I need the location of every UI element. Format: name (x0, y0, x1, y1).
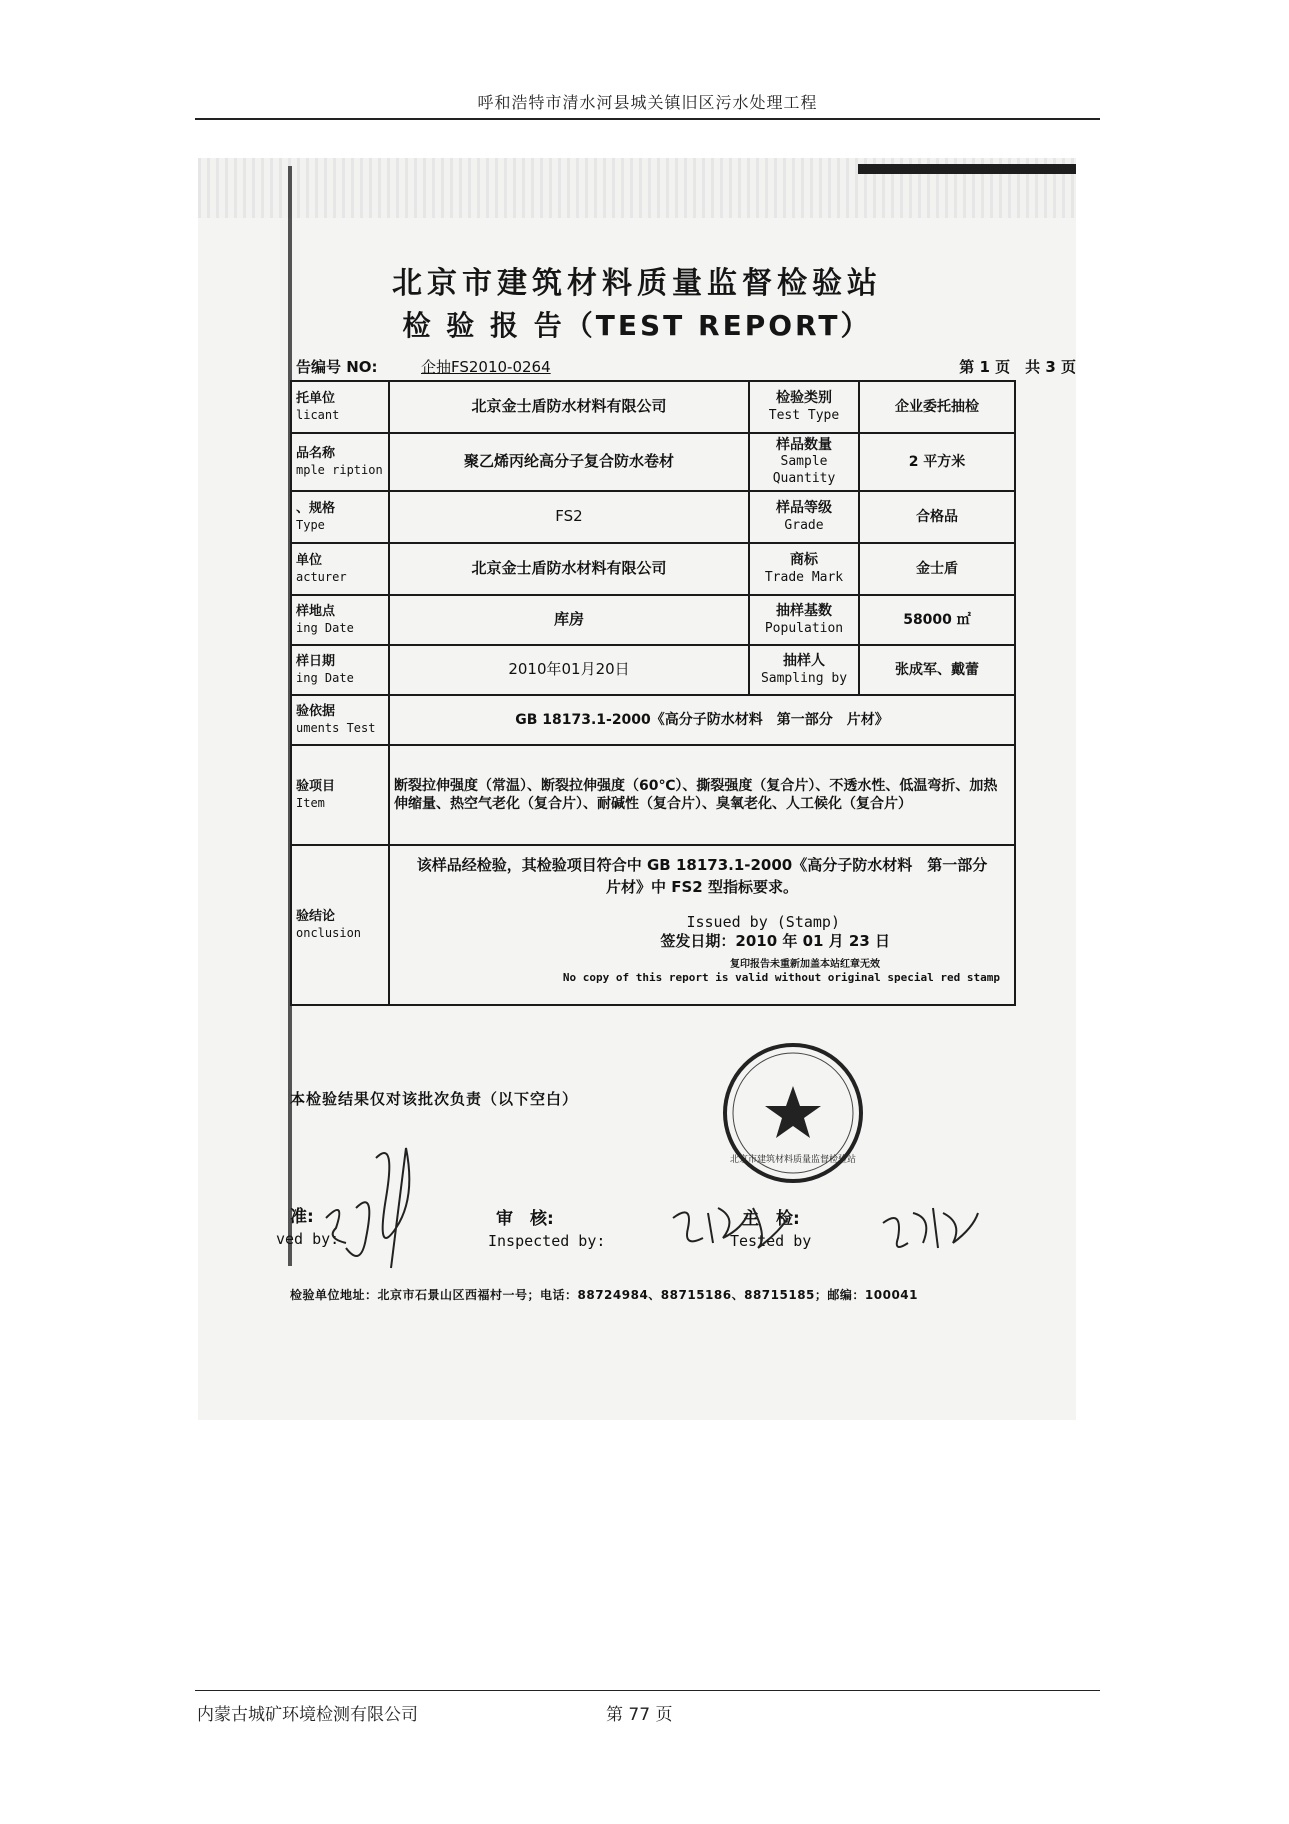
report-page-info: 第 1 页 共 3 页 (959, 358, 1076, 376)
row-col-value: 合格品 (859, 491, 1015, 543)
official-stamp (718, 1038, 868, 1188)
row-col-label: 样品等级 Grade (749, 491, 859, 543)
page-header: 呼和浩特市清水河县城关镇旧区污水处理工程 (477, 93, 818, 112)
inspected-label: 审 核: (496, 1209, 554, 1229)
conclusion-row (291, 845, 1015, 1005)
basis-value: GB 18173.1-2000《高分子防水材料 第一部分 片材》 (389, 695, 1015, 745)
row-value: 库房 (389, 595, 749, 645)
row-label: 样日期 ing Date (291, 645, 389, 695)
row-col-value: 58000 ㎡ (859, 595, 1015, 645)
validity-note: 复印报告未重新加盖本站红章无效 (730, 958, 880, 970)
row-label: 品名称 mple ription (291, 433, 389, 491)
row-col-label: 商标 Trade Mark (749, 543, 859, 595)
row-col-label: 检验类别 Test Type (749, 381, 859, 433)
table-row (291, 595, 1015, 645)
basis-row (291, 695, 1015, 745)
items-value: 断裂拉伸强度（常温）、断裂拉伸强度（60℃）、撕裂强度（复合片）、不透水性、低温弯折、加热伸缩量、热空气老化（复合片）、耐碱性（复合片）、臭氧老化、人工候化（复合片） (389, 745, 1015, 845)
footer-divider (195, 1690, 1100, 1691)
tester-signature (878, 1198, 988, 1258)
row-value: 2010年01月20日 (389, 645, 749, 695)
row-col-value: 企业委托抽检 (859, 381, 1015, 433)
row-label: 托单位 licant (291, 381, 389, 433)
row-col-value: 金士盾 (859, 543, 1015, 595)
responsibility-note: 本检验结果仅对该批次负责（以下空白） (290, 1090, 579, 1108)
row-value: FS2 (389, 491, 749, 543)
header-divider (195, 118, 1100, 120)
table-row (291, 543, 1015, 595)
report-subtitle: 检 验 报 告（TEST REPORT） (402, 309, 872, 342)
report-no-label: 告编号 NO: (296, 358, 378, 376)
row-value: 聚乙烯丙纶高分子复合防水卷材 (389, 433, 749, 491)
table-row (291, 433, 1015, 491)
row-col-label: 样品数量 Sample Quantity (749, 433, 859, 491)
row-value: 北京金士盾防水材料有限公司 (389, 543, 749, 595)
report-no-value: 企抽FS2010-0264 (421, 358, 551, 376)
items-label: 验项目 Item (291, 745, 389, 845)
no-copy-note: No copy of this report is valid without original special red stamp (562, 970, 1000, 984)
star-icon (765, 1086, 821, 1138)
row-label: 样地点 ing Date (291, 595, 389, 645)
approved-label: 准: (290, 1207, 314, 1227)
row-value: 北京金士盾防水材料有限公司 (389, 381, 749, 433)
row-col-value: 2 平方米 (859, 433, 1015, 491)
row-label: 单位 acturer (291, 543, 389, 595)
conclusion-cell (389, 845, 1015, 1005)
conclusion-text: 该样品经检验，其检验项目符合中 GB 18173.1-2000《高分子防水材料 第一部分 片材》中 FS2 型指标要求。 (416, 855, 1003, 897)
approved-en-label: ved by: (276, 1230, 340, 1248)
issue-date: 签发日期：2010 年 01 月 23 日 (660, 932, 890, 951)
scan-edge-mark (858, 164, 1076, 174)
row-label: 、规格 Type (291, 491, 389, 543)
table-row (291, 491, 1015, 543)
stamp-text: 北京市建筑材料质量监督检验站 (729, 1155, 857, 1165)
lab-address: 检验单位地址：北京市石景山区西福村一号；电话：88724984、88715186、88715185；邮编：100041 (290, 1288, 918, 1302)
report-title: 北京市建筑材料质量监督检验站 (392, 266, 882, 301)
tested-en-label: Tested by (730, 1232, 812, 1250)
report-number-row (296, 356, 1076, 380)
row-col-value: 张成军、戴蕾 (859, 645, 1015, 695)
issued-by: Issued by (Stamp) (686, 912, 840, 931)
row-col-label: 抽样基数 Population (749, 595, 859, 645)
table-row (291, 645, 1015, 695)
inspector-signature (668, 1198, 798, 1258)
footer-company: 内蒙古城矿环境检测有限公司 (197, 1705, 418, 1725)
row-col-label: 抽样人 Sampling by (749, 645, 859, 695)
footer-page-number: 第 77 页 (606, 1705, 673, 1725)
conclusion-label: 验结论 onclusion (291, 845, 389, 1005)
approver-signature (306, 1128, 426, 1278)
tested-label: 主 检: (742, 1209, 800, 1229)
items-row (291, 745, 1015, 845)
scanned-test-report (198, 158, 1076, 1420)
inspected-en-label: Inspected by: (488, 1232, 606, 1250)
report-table (290, 380, 1016, 1006)
table-row (291, 381, 1015, 433)
basis-label: 验依据 uments Test (291, 695, 389, 745)
